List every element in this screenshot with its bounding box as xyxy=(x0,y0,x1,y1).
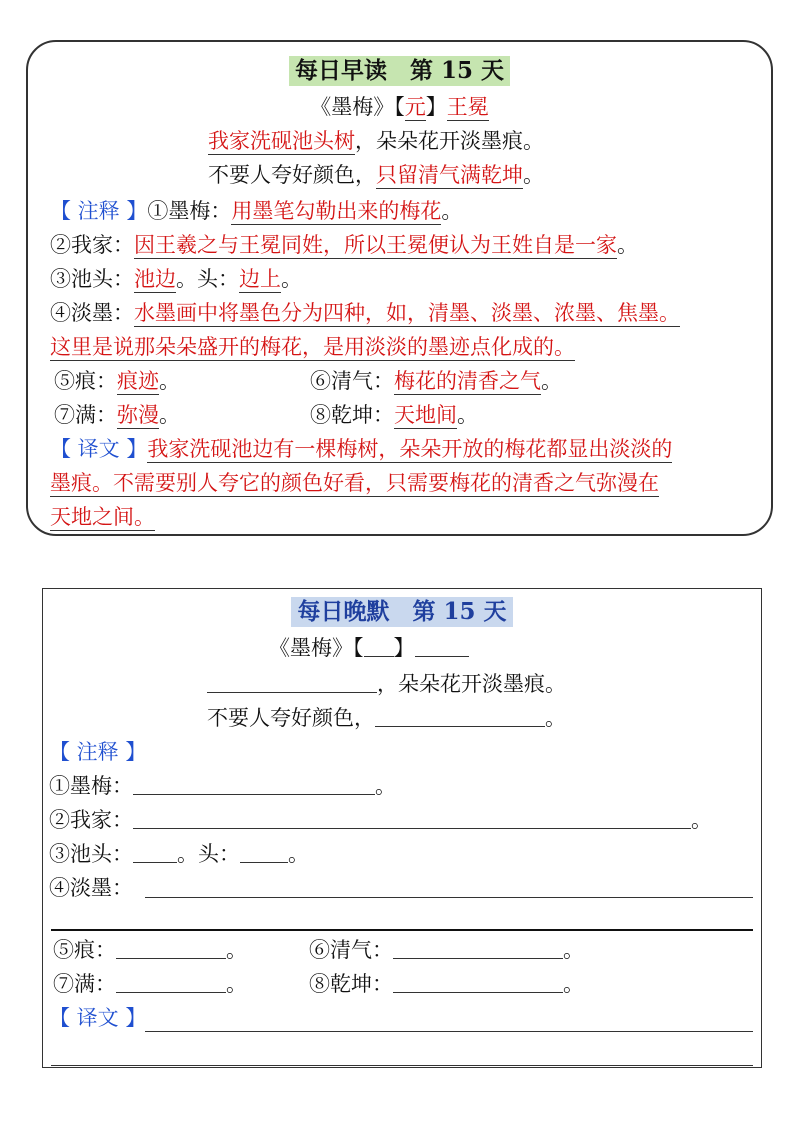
dynasty-open: 【 xyxy=(394,95,405,119)
evening-title-row xyxy=(43,597,761,627)
note-6-text: 梅花的清香之气 xyxy=(394,369,541,393)
evening-dynasty-open: 【 xyxy=(353,636,364,660)
translation-row-2 xyxy=(50,468,659,498)
evening-note-3-label: ③池头： xyxy=(49,842,133,866)
author-blank[interactable] xyxy=(415,634,469,657)
evening-note-4-label: ④淡墨： xyxy=(49,876,133,900)
evening-note-1-end: 。 xyxy=(375,774,396,798)
note-3-label: ③池头： xyxy=(50,267,134,291)
note-8-label: ⑧乾坤： xyxy=(310,403,394,427)
translation-row-3 xyxy=(50,502,155,532)
dynasty: 元 xyxy=(404,95,426,119)
evening-note-7-label: ⑦满： xyxy=(53,972,116,996)
note-3-row xyxy=(50,264,302,294)
note-2-row xyxy=(50,230,638,260)
evening-note-2-row xyxy=(49,805,712,835)
evening-note-3-end: 。 xyxy=(288,842,309,866)
note-6-label: ⑥清气： xyxy=(310,369,394,393)
note-1-text: 用墨笔勾勒出来的梅花 xyxy=(231,199,442,223)
evening-note-3-mid: 。头： xyxy=(177,842,240,866)
note-3-blank-1[interactable] xyxy=(133,840,177,863)
evening-notes-label-row xyxy=(49,737,146,767)
note-4-text-2: 这里是说那朵朵盛开的梅花，是用淡淡的墨迹点化成的。 xyxy=(50,335,575,359)
note-5-row xyxy=(54,366,180,396)
evening-poem-title: 《墨梅》 xyxy=(269,636,353,660)
evening-note-5-end: 。 xyxy=(226,938,247,962)
evening-note-2-label: ②我家： xyxy=(49,808,133,832)
poem-line-2-blank[interactable] xyxy=(375,704,545,727)
note-3-blank-2[interactable] xyxy=(240,840,288,863)
note-1-row xyxy=(50,196,462,226)
evening-note-1-row xyxy=(49,771,396,801)
translation-text-2: 墨痕。不需要别人夸它的颜色好看，只需要梅花的清香之气弥漫在 xyxy=(50,471,659,495)
evening-note-6-row xyxy=(309,935,584,965)
note-3-mid: 。头： xyxy=(176,267,239,291)
evening-note-5-row xyxy=(53,935,247,965)
evening-poem-line-1-rest: ，朵朵花开淡墨痕。 xyxy=(377,672,566,696)
evening-note-1-label: ①墨梅： xyxy=(49,774,133,798)
morning-title-row xyxy=(28,56,771,86)
note-3-text-2: 边上 xyxy=(239,267,281,291)
poem-line-1-answer: 我家洗砚池头树 xyxy=(208,129,355,153)
dynasty-blank[interactable] xyxy=(364,634,394,657)
poem-line-2-start: 不要人夸好颜色， xyxy=(208,163,376,187)
poem-line-1 xyxy=(208,126,544,156)
note-2-label: ②我家： xyxy=(50,233,134,257)
note-5-end: 。 xyxy=(159,369,180,393)
poem-line-2-end: 。 xyxy=(523,163,544,187)
note-5-blank[interactable] xyxy=(116,936,226,959)
evening-translation-label: 【 译文 】 xyxy=(49,1006,147,1030)
poem-line-1-blank[interactable] xyxy=(207,670,377,693)
note-6-blank[interactable] xyxy=(393,936,563,959)
evening-poem-line-2 xyxy=(207,703,566,733)
evening-note-5-label: ⑤痕： xyxy=(53,938,116,962)
evening-recitation-card xyxy=(42,588,762,1068)
evening-title: 每日晚默 第 15 天 xyxy=(291,597,512,627)
evening-poem-line-1 xyxy=(207,669,566,699)
poem-heading xyxy=(28,92,771,122)
translation-text-3: 天地之间。 xyxy=(50,505,155,529)
note-8-blank[interactable] xyxy=(393,970,563,993)
evening-notes-label: 【 注释 】 xyxy=(49,740,147,764)
evening-translation-row xyxy=(49,1003,146,1033)
note-7-end: 。 xyxy=(159,403,180,427)
evening-poem-heading xyxy=(269,633,469,663)
evening-dynasty-close: 】 xyxy=(393,636,415,660)
note-2-end: 。 xyxy=(617,233,638,257)
note-6-row xyxy=(310,366,562,396)
translation-blank-1[interactable] xyxy=(145,1031,753,1032)
evening-note-7-end: 。 xyxy=(226,972,247,996)
translation-blank-2[interactable] xyxy=(51,1065,753,1066)
evening-poem-line-2-end: 。 xyxy=(545,706,566,730)
evening-poem-line-2-start: 不要人夸好颜色， xyxy=(207,706,375,730)
note-2-text: 因王羲之与王冕同姓，所以王冕便认为王姓自是一家 xyxy=(134,233,617,257)
note-4-blank-2[interactable] xyxy=(51,929,753,931)
note-8-end: 。 xyxy=(457,403,478,427)
note-3-text-1: 池边 xyxy=(134,267,176,291)
author: 王冕 xyxy=(446,95,489,119)
note-1-blank[interactable] xyxy=(133,772,375,795)
translation-row-1 xyxy=(50,434,672,464)
note-8-text: 天地间 xyxy=(394,403,457,427)
evening-note-7-row xyxy=(53,969,247,999)
morning-reading-card xyxy=(26,40,773,536)
morning-title: 每日早读 第 15 天 xyxy=(289,56,510,86)
evening-note-6-label: ⑥清气： xyxy=(309,938,393,962)
evening-note-8-row xyxy=(309,969,584,999)
evening-note-6-end: 。 xyxy=(563,938,584,962)
note-6-end: 。 xyxy=(541,369,562,393)
evening-note-3-row xyxy=(49,839,309,869)
note-4-row xyxy=(50,298,680,328)
evening-note-8-label: ⑧乾坤： xyxy=(309,972,393,996)
poem-line-2-answer: 只留清气满乾坤 xyxy=(376,163,523,187)
dynasty-close: 】 xyxy=(425,95,447,119)
translation-label: 【 译文 】 xyxy=(50,437,148,461)
note-4-label: ④淡墨： xyxy=(50,301,134,325)
notes-label: 【 注释 】 xyxy=(50,199,148,223)
note-4-blank-1[interactable] xyxy=(145,897,753,898)
note-2-blank[interactable] xyxy=(133,806,691,829)
note-5-label: ⑤痕： xyxy=(54,369,117,393)
evening-note-8-end: 。 xyxy=(563,972,584,996)
note-1-label: ①墨梅： xyxy=(147,199,232,223)
note-7-row xyxy=(54,400,180,430)
note-7-text: 弥漫 xyxy=(117,403,159,427)
note-7-blank[interactable] xyxy=(116,970,226,993)
note-7-label: ⑦满： xyxy=(54,403,117,427)
note-4-text-1: 水墨画中将墨色分为四种，如，清墨、淡墨、浓墨、焦墨。 xyxy=(134,301,680,325)
evening-note-2-end: 。 xyxy=(691,808,712,832)
note-4-row-2 xyxy=(50,332,575,362)
translation-text-1: 我家洗砚池边有一棵梅树，朵朵开放的梅花都显出淡淡的 xyxy=(147,437,673,461)
poem-line-1-rest: ，朵朵花开淡墨痕。 xyxy=(355,129,544,153)
note-1-end: 。 xyxy=(441,199,463,223)
poem-line-2 xyxy=(208,160,544,190)
note-3-end: 。 xyxy=(281,267,302,291)
note-8-row xyxy=(310,400,478,430)
evening-note-4-row xyxy=(49,873,133,903)
note-5-text: 痕迹 xyxy=(117,369,159,393)
poem-title: 《墨梅》 xyxy=(310,95,395,119)
